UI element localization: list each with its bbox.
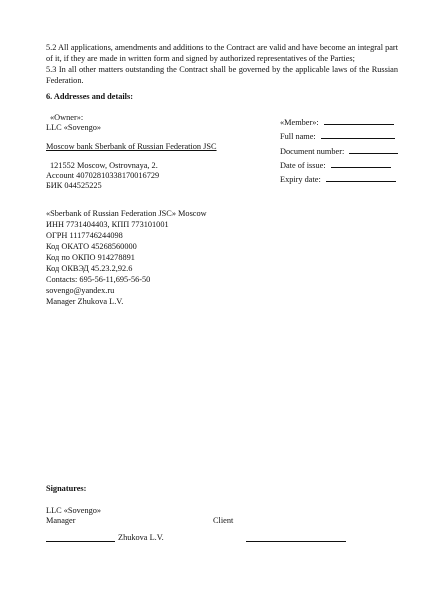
owner-label: «Owner»: <box>50 113 84 122</box>
signature-manager-label: Manager <box>46 516 76 525</box>
owner-bik: БИК 044525225 <box>46 181 102 190</box>
manager-signature-line <box>46 541 115 542</box>
member-date-of-issue-line <box>331 159 391 168</box>
member-date-row <box>280 159 391 171</box>
owner-account: Account 40702810338170016729 <box>46 171 160 180</box>
detail-line: Manager Zhukova L.V. <box>46 297 124 306</box>
detail-line: ИНН 7731404403, КПП 773101001 <box>46 220 169 229</box>
member-full-name-label: Full name: <box>280 132 316 141</box>
member-date-of-issue-label: Date of issue: <box>280 161 326 170</box>
addresses-heading: 6. Addresses and details: <box>46 92 133 101</box>
signature-client-label: Client <box>213 516 234 525</box>
clause-5-3: 5.3 In all other matters outstanding the Contract shall be governed by the applicable laws of the Russian Federation. <box>46 65 398 85</box>
member-label: «Member»: <box>280 118 319 127</box>
owner-address: 121552 Moscow, Ostrovnaya, 2. <box>50 161 158 170</box>
member-label-row <box>280 116 394 128</box>
member-document-number-label: Document number: <box>280 147 345 156</box>
member-fullname-row <box>280 130 395 142</box>
signature-signer-name: Zhukova L.V. <box>118 533 164 542</box>
bank-details <box>46 208 207 307</box>
signature-company: LLC «Sovengo» <box>46 506 102 515</box>
detail-line: Contacts: 695-56-11,695-56-50 <box>46 275 151 284</box>
owner-bank: Moscow bank Sberbank of Russian Federation JSC <box>46 142 217 151</box>
detail-line: Код ОКВЭД 45.23.2,92.6 <box>46 264 133 273</box>
client-signature-line <box>246 541 346 542</box>
member-full-name-line <box>321 130 395 139</box>
signatures-heading: Signatures: <box>46 484 87 493</box>
member-document-row <box>280 145 398 157</box>
detail-line: Код по ОКПО 914278891 <box>46 253 135 262</box>
member-name-line <box>324 116 394 125</box>
detail-line: ОГРН 1117746244098 <box>46 231 123 240</box>
detail-line: sovengo@yandex.ru <box>46 286 115 295</box>
member-expiry-row <box>280 173 396 185</box>
owner-company: LLC «Sovengo» <box>46 123 102 132</box>
member-document-number-line <box>349 145 398 154</box>
member-expiry-date-line <box>326 173 396 182</box>
detail-line: Код ОКАТО 45268560000 <box>46 242 137 251</box>
detail-line: «Sberbank of Russian Federation JSC» Moscow <box>46 209 207 218</box>
member-expiry-date-label: Expiry date: <box>280 175 321 184</box>
clause-5-2: 5.2 All applications, amendments and additions to the Contract are valid and have become an integral part of it, if they are made in written form and signed by authorized representatives of the Parties; <box>46 43 398 63</box>
